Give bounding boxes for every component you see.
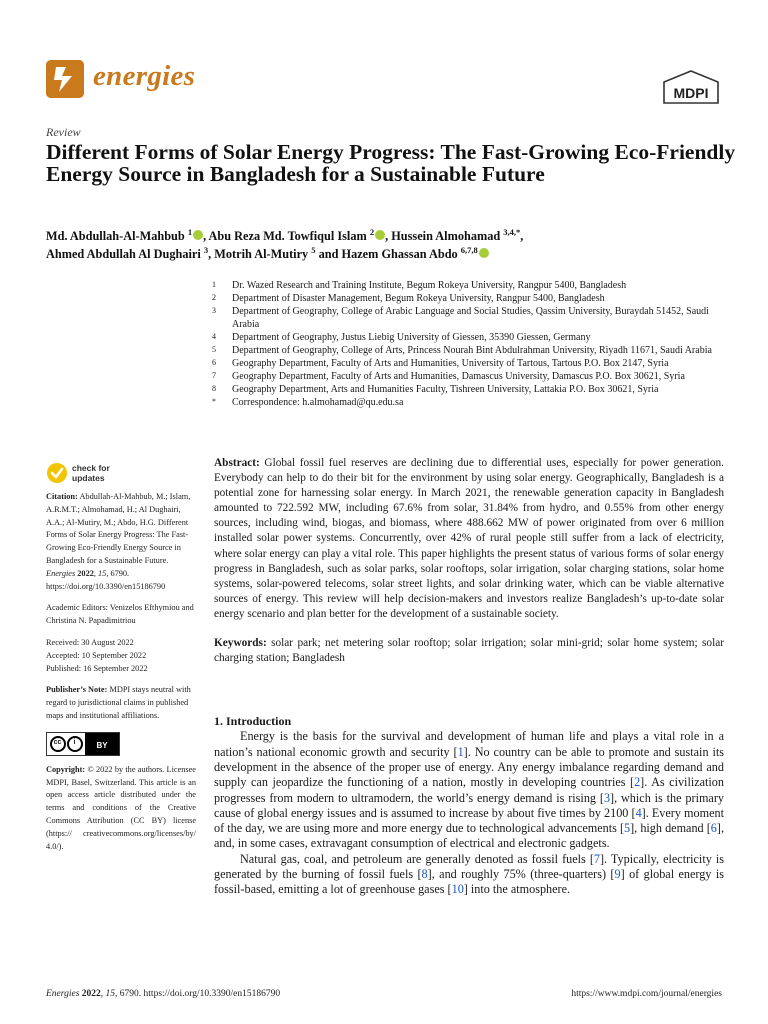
reference-link[interactable]: 2 <box>634 775 641 790</box>
affiliation-item <box>212 331 732 344</box>
orcid-icon[interactable] <box>375 230 385 240</box>
keywords <box>214 636 724 666</box>
affiliation-number: 6 <box>212 358 216 367</box>
paragraph <box>214 729 724 851</box>
author-name[interactable]: Motrih Al-Mutiry <box>214 247 309 262</box>
paragraph-text: ], and roughly 75% (three-quarters) [ <box>427 866 615 881</box>
affiliation-text: Geography Department, Faculty of Arts and Humanities, University of Tartous, Tartous P.O. Box 2147, Syria <box>232 358 669 369</box>
affiliation-text: Geography Department, Faculty of Arts and Humanities, Damascus University, Damascus P.O. Box 30621, Syria <box>232 371 685 382</box>
affiliation-text: Department of Disaster Management, Begum Rokeya University, Rangpur 5400, Bangladesh <box>232 293 605 304</box>
citation-text: Abdullah-Al-Mahbub, M.; Islam, A.R.M.T.; Almohamad, H.; Al Dughairi, A.A.; Al-Mutiry, M.; Abdo, H.G. Different Forms of Solar Energy Progress: The Fast-Growing Eco-Friendly Energy Source in Bangladesh for a Sustainable Future. <box>46 492 191 565</box>
attribution-icon: i <box>67 736 83 752</box>
check-updates-label: updates <box>72 473 105 483</box>
author-affiliation-marker: 3 <box>203 245 209 255</box>
abstract-label: Abstract: <box>214 457 260 469</box>
affiliation-number: 2 <box>212 293 216 302</box>
author-name[interactable]: Md. Abdullah-Al-Mahbub <box>46 229 185 244</box>
affiliation-item <box>212 305 732 331</box>
publisher-name: MDPI <box>673 85 709 101</box>
reference-link[interactable]: 9 <box>614 866 621 881</box>
paragraph <box>214 852 724 898</box>
paragraph-text: ]. Typically, electricity is generated by the burning of fossil fuels [ <box>214 851 724 881</box>
affiliation-text: Department of Geography, College of Arts, Princess Nourah Bint Abdulrahman University, Riyadh 11671, Saudi Arabia <box>232 345 712 356</box>
affiliation-number: 4 <box>212 332 216 341</box>
author-separator: and <box>315 247 342 262</box>
citation: Citation: Abdullah-Al-Mahbub, M.; Islam, A.R.M.T.; Almohamad, H.; Al Dughairi, A.A.; Al-Mutiry, M.; Abdo, H.G. Different Forms of Solar Energy Progress: The Fast-Growing Eco-Friendly Energy Source in Bangladesh for a Sustainable Future. Energies 2022, 15, 6790. https://doi.org/10.3390/en15186790 <box>46 492 191 591</box>
paragraph-text: ], high demand [ <box>630 821 711 836</box>
author-name[interactable]: Hazem Ghassan Abdo <box>341 247 458 262</box>
author-affiliation-marker: 3,4,* <box>503 227 521 237</box>
reference-link[interactable]: 4 <box>635 805 642 820</box>
affiliation-text: Geography Department, Arts and Humanities Faculty, Tishreen University, Lattakia P.O. Box 30621, Syria <box>232 384 659 395</box>
footer-volume: 15 <box>105 989 116 999</box>
article-type: Review <box>46 125 81 139</box>
reference-link[interactable]: 6 <box>710 821 717 836</box>
citation-doi[interactable]: , 6790. https://doi.org/10.3390/en15186790 <box>46 568 166 591</box>
affiliation-item <box>212 370 732 383</box>
copyright <box>46 764 196 854</box>
author-affiliation-marker: 6,7,8 <box>460 245 478 255</box>
journal-logo-icon <box>46 60 84 98</box>
affiliation-number: 5 <box>212 345 216 354</box>
paragraph-text: ]. No country can be able to promote and sustain its development in the absence of the proper use of energy. Any energy imbalance regarding demand and supply can jeopardize the functioning of a nation, mostly in developing countries [ <box>214 744 724 790</box>
paragraph-text: ], and, in some cases, extravagant consumption of electrical and electronic gadgets. <box>214 821 724 851</box>
affiliation-text: Correspondence: h.almohamad@qu.edu.sa <box>232 397 404 408</box>
cc-by-license-badge[interactable] <box>46 732 120 756</box>
footer-journal-url[interactable]: https://www.mdpi.com/journal/energies <box>571 989 722 999</box>
affiliation-number: 7 <box>212 371 216 380</box>
affiliation-item <box>212 383 732 396</box>
academic-editors: Academic Editors: Venizelos Efthymiou and Christina N. Papadimitriou <box>46 603 194 626</box>
author-affiliation-marker: 2 <box>369 227 375 237</box>
section-heading: 1. Introduction <box>214 714 292 729</box>
abstract-text: Global fossil fuel reserves are declining due to differential uses, especially for power generation. Everybody can help to do their bit for the environment by using solar energy. Geographically, Bangladesh is a potential zone for harnessing solar energy. In March 2021, the renewable generation capacity in Bangladesh amounted to 722.592 MW, including 67.6% from solar, 31.84% from hydro, and 0.55% from other energy sources, including wind, biogas, and biomass, where 488.662 MW of power originated from over 6 million installed solar power systems. Concurrently, over 42% of rural people still suffer from a lack of electricity, where solar energy can play a vital role. This paper highlights the present status of various forms of solar energy progress in Bangladesh, such as solar parks, solar rooftops, solar irrigation, solar charging stations, solar home systems, solar-powered telecoms, solar street lights, and solar drinking water, which can be viable alternative sources of energy. This review will help decision-makers and investors realize Bangladesh’s up-to-date solar energy scenario and plan better for the development of a sustainable society. <box>214 457 725 620</box>
affiliation-item <box>212 357 732 370</box>
publisher-note <box>46 684 196 722</box>
affiliation-item <box>212 279 732 292</box>
author-name[interactable]: Ahmed Abdullah Al Dughairi <box>46 247 201 262</box>
footer-journal: Energies <box>46 989 80 999</box>
keywords-label: Keywords: <box>214 637 267 650</box>
accepted-date: Accepted: 10 September 2022 <box>46 650 147 660</box>
journal-name: energies <box>93 60 196 92</box>
author-affiliation-marker: 1 <box>187 227 193 237</box>
affiliation-number: 3 <box>212 306 216 315</box>
reference-link[interactable]: 1 <box>457 744 464 759</box>
article-title: Different Forms of Solar Energy Progress: The Fast-Growing Eco-Friendly Energy Source in Bangladesh for a Sustainable Future <box>46 140 736 186</box>
paragraph-text: ]. Every moment of the day, we are using more and more energy due to technological advancements [ <box>214 805 724 836</box>
copyright-text: © 2022 by the authors. Licensee MDPI, Basel, Switzerland. This article is an open access article distributed under the terms and conditions of the Creative Commons Attribution (CC BY) license (https:// creativecommons.org/licenses/by/ 4.0/). <box>46 764 196 851</box>
check-for-updates-button[interactable] <box>46 459 196 487</box>
publisher-note-label: Publisher’s Note: <box>46 685 108 695</box>
paragraph-text: Natural gas, coal, and petroleum are generally denoted as fossil fuels [ <box>240 851 594 866</box>
affiliation-text: Dr. Wazed Research and Training Institute, Begum Rokeya University, Rangpur 5400, Bangladesh <box>232 280 627 291</box>
affiliation-item <box>212 292 732 305</box>
paragraph-text: ], which is the primary cause of global energy issues and is assumed to increase by about five times by 2100 [ <box>214 790 724 820</box>
author-name[interactable]: Hussein Almohamad <box>391 229 501 244</box>
author-separator: , <box>520 229 524 244</box>
citation-year: 2022 <box>77 568 94 578</box>
sidebar <box>46 459 196 853</box>
footer-citation: Energies 2022, 15, 6790. https://doi.org/10.3390/en15186790 <box>46 989 281 999</box>
check-updates-icon <box>46 462 68 484</box>
reference-link[interactable]: 10 <box>451 882 464 897</box>
reference-link[interactable]: 7 <box>593 851 600 866</box>
footer-doi[interactable]: , 6790. https://doi.org/10.3390/en15186790 <box>115 989 281 999</box>
author-separator: , <box>203 229 209 244</box>
reference-link[interactable]: 3 <box>603 790 611 805</box>
reference-link[interactable]: 5 <box>624 821 631 836</box>
orcid-icon[interactable] <box>479 248 489 258</box>
orcid-icon[interactable] <box>193 230 203 240</box>
citation-label: Citation: <box>46 492 78 501</box>
copyright-label: Copyright: <box>46 764 86 774</box>
author-separator: , <box>208 247 215 262</box>
author-separator: , <box>385 229 392 244</box>
affiliation-item <box>212 344 732 357</box>
abstract <box>214 456 724 622</box>
creative-commons-icon: cc <box>50 736 66 752</box>
main-column <box>214 456 724 898</box>
author-name[interactable]: Abu Reza Md. Towfiqul Islam <box>208 229 367 244</box>
received-date: Received: 30 August 2022 <box>46 637 134 647</box>
publisher-note-text: MDPI stays neutral with regard to jurisdictional claims in published maps and institutional affiliations. <box>46 685 191 720</box>
author-line <box>46 242 489 262</box>
paragraph-text: ] into the atmosphere. <box>463 882 571 897</box>
author-affiliation-marker: 5 <box>311 245 316 255</box>
affiliation-number: 8 <box>212 384 216 393</box>
introduction-body <box>214 729 724 897</box>
affiliations <box>212 279 732 409</box>
paragraph-text: ] of global energy is fossil-based, emitting a lot of greenhouse gases [ <box>214 866 724 897</box>
citation-journal: Energies <box>46 568 76 578</box>
affiliation-text: Department of Geography, College of Arabic Language and Social Studies, Qassim University, Buraydah 51452, Saudi Arabia <box>232 306 709 330</box>
footer-year: 2022 <box>81 989 101 999</box>
affiliation-number: 1 <box>212 280 216 289</box>
check-updates-label: check for <box>72 463 110 473</box>
keywords-text: solar park; net metering solar rooftop; solar irrigation; solar mini-grid; solar home system; solar charging station; Bangladesh <box>214 637 724 665</box>
reference-link[interactable]: 8 <box>421 866 428 881</box>
cc-by-label: BY <box>85 733 119 755</box>
affiliation-number: * <box>212 397 216 406</box>
publisher-logo-icon <box>662 70 720 104</box>
published-date: Published: 16 September 2022 <box>46 663 148 673</box>
dates <box>46 637 196 675</box>
paragraph-text: ]. As civilization progresses from modern to ultramodern, the world’s energy demand is rising [ <box>214 775 724 805</box>
affiliation-item <box>212 396 732 409</box>
citation-volume: 15 <box>98 568 107 578</box>
paragraph-text: Energy is the basis for the survival and development of human life and plays a vital role in a nation’s national economic growth and security [ <box>214 729 724 759</box>
affiliation-text: Department of Geography, Justus Liebig University of Giessen, 35390 Giessen, Germany <box>232 332 591 343</box>
